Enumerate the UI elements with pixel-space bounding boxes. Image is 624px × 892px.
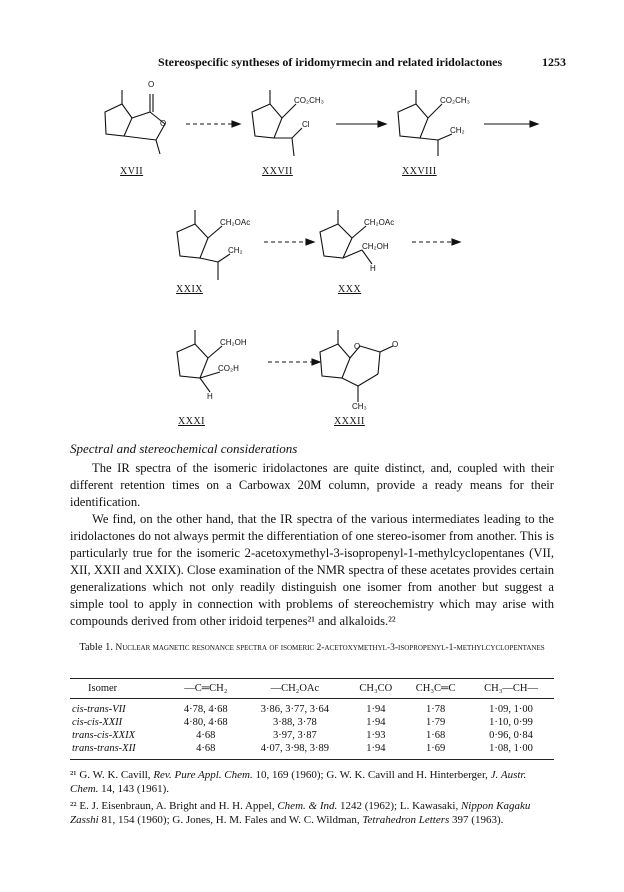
compound-label-xxviii: XXVIII bbox=[402, 166, 437, 177]
compound-label-xxxii: XXXII bbox=[334, 416, 365, 427]
table-cell: 1·94 bbox=[349, 742, 404, 760]
col-header-ch2oac: —CH₂OAc bbox=[241, 679, 348, 699]
table-label: Table 1. bbox=[79, 642, 113, 653]
compound-label-xxvii: XXVII bbox=[262, 166, 293, 177]
table-cell: 4·68 bbox=[196, 730, 216, 741]
table-cell: trans-trans-XII bbox=[70, 742, 170, 760]
label-carbonyl-o-b: O bbox=[392, 340, 399, 349]
arrow-6 bbox=[268, 359, 320, 365]
footnote-text: 10, 169 (1960); G. W. K. Cavill and H. Hinterberger, bbox=[252, 769, 491, 781]
label-co2ch3-a: CO₂CH₃ bbox=[294, 96, 324, 105]
paragraph-1 bbox=[70, 460, 554, 511]
footnote-21 bbox=[70, 768, 556, 796]
compound-label-xvii: XVII bbox=[120, 166, 144, 177]
table-cell: cis-trans-VII bbox=[72, 704, 126, 715]
table-cell: 1·08, 1·00 bbox=[468, 742, 554, 760]
table-row bbox=[70, 742, 554, 760]
label-ch2oh-b: CH₂OH bbox=[220, 338, 247, 347]
table-cell: trans-cis-XXIX bbox=[72, 730, 135, 741]
label-h-a: H bbox=[370, 264, 376, 273]
running-title: Stereospecific syntheses of iridomyrmecin and related iridolactones bbox=[158, 55, 503, 69]
table-cell: 4·07, 3·98, 3·89 bbox=[241, 742, 348, 760]
label-ch2-a: CH₂ bbox=[450, 126, 465, 135]
table-cell: 1·09, 1·00 bbox=[489, 704, 533, 715]
compound-label-xxx: XXX bbox=[338, 284, 362, 295]
paragraph-2 bbox=[70, 511, 554, 630]
col-header-isomer: Isomer bbox=[70, 679, 170, 699]
nmr-table bbox=[70, 678, 554, 760]
table-cell: 0·96, 0·84 bbox=[489, 730, 533, 741]
table-cell: 1·78 bbox=[426, 704, 446, 715]
arrow-1 bbox=[186, 121, 240, 127]
label-co2h: CO₂H bbox=[218, 364, 239, 373]
journal-title: Rev. Pure Appl. Chem. bbox=[153, 769, 253, 781]
table-cell: cis-cis-XXII bbox=[72, 717, 123, 728]
label-ch2oh-a: CH₂OH bbox=[362, 242, 389, 251]
scheme-drawing bbox=[0, 0, 624, 440]
table-cell: 1·10, 0·99 bbox=[489, 717, 533, 728]
structure-xvii bbox=[105, 90, 165, 154]
arrow-5 bbox=[412, 239, 460, 245]
table-row bbox=[70, 729, 554, 742]
footnote-text: G. W. K. Cavill, bbox=[76, 769, 154, 781]
table-cell: 1·68 bbox=[426, 730, 446, 741]
table-cell: 3·86, 3·77, 3·64 bbox=[260, 704, 329, 715]
compound-label-xxix: XXIX bbox=[176, 284, 203, 295]
label-ch3: CH₃ bbox=[352, 402, 367, 411]
table-cell: 4·78, 4·68 bbox=[183, 704, 228, 715]
table-header-row bbox=[70, 679, 554, 699]
journal-title: Nippon Kagaku Zasshi bbox=[70, 800, 531, 826]
table-cell: 4·80, 4·68 bbox=[183, 717, 228, 728]
table-cell: 1·93 bbox=[366, 730, 386, 741]
table-cell: 1·94 bbox=[366, 704, 386, 715]
label-h-b: H bbox=[207, 392, 213, 401]
footnote-text: 14, 143 (1961). bbox=[98, 783, 169, 795]
col-header-ch3cc: CH₃C═C bbox=[403, 679, 468, 699]
col-header-ch3co: CH₃CO bbox=[349, 679, 404, 699]
table-cell: 3·97, 3·87 bbox=[272, 730, 317, 741]
footnote-22 bbox=[70, 799, 556, 827]
table-row bbox=[70, 716, 554, 729]
table-cell: 1·94 bbox=[366, 717, 386, 728]
label-ch2oac-b: CH₂OAc bbox=[364, 218, 395, 227]
footnote-text: 81, 154 (1960); G. Jones, H. M. Fales and W. C. Wildman, bbox=[98, 814, 363, 826]
arrow-3 bbox=[484, 121, 538, 127]
arrow-2 bbox=[336, 121, 386, 127]
structure-xxxii bbox=[320, 330, 393, 402]
journal-title: Chem. & Ind. bbox=[277, 800, 338, 812]
footnote-marker: ²² bbox=[70, 800, 77, 812]
paragraph-1-text: The IR spectra of the isomeric iridolactones are quite distinct, and, coupled with their different retention times on a Carbowax 20M column, provide a ready means for their identification. bbox=[70, 461, 554, 509]
col-header-ch3ch: CH₃—CH— bbox=[468, 679, 554, 699]
journal-title: J. Austr. Chem. bbox=[70, 769, 527, 795]
label-ch2-b: CH₂ bbox=[228, 246, 243, 255]
footnote-marker: ²¹ bbox=[70, 769, 77, 781]
table-cell: 1·79 bbox=[426, 717, 446, 728]
label-carbonyl-o-a: O bbox=[148, 80, 155, 89]
section-heading: Spectral and stereochemical considerations bbox=[70, 441, 298, 456]
footnote-text: 397 (1963). bbox=[449, 814, 504, 826]
paragraph-2-text: We find, on the other hand, that the IR spectra of the various intermediates leading to the iridolactones do not always permit the differentiation of one stereo-isomer from another. This is particularly true for the isomeric 2-acetoxymethyl-3-isopropenyl-1-methylcyclopentanes (VII, XII, XXII and XXIX). Close examination of the NMR spectra of these acetates provides certain generalizations which not only readily distinguish one isomer from another but suggest a simple tool to apply in connection with problems of stereochemistry which may arise with compounds derived from other iridoid terpenes²¹ and alkaloids.²² bbox=[70, 512, 554, 628]
reaction-scheme bbox=[0, 0, 624, 440]
label-ring-o-b: O bbox=[354, 342, 361, 351]
compound-label-xxxi: XXXI bbox=[178, 416, 205, 427]
table-caption-text: Nuclear magnetic resonance spectra of isomeric 2-acetoxymethyl-3-isopropenyl-1-methylcyclopentanes bbox=[115, 643, 545, 653]
footnote-text: 1242 (1962); L. Kawasaki, bbox=[337, 800, 461, 812]
col-header-vinyl: —C═CH₂ bbox=[170, 679, 241, 699]
table-cell: 4·68 bbox=[170, 742, 241, 760]
label-ch2oac-a: CH₂OAc bbox=[220, 218, 251, 227]
journal-title: Tetrahedron Letters bbox=[362, 814, 450, 826]
label-ring-o-a: O bbox=[160, 119, 167, 128]
footnote-text: E. J. Eisenbraun, A. Bright and H. H. Appel, bbox=[76, 800, 278, 812]
arrow-4 bbox=[264, 239, 314, 245]
table-cell: 1·69 bbox=[403, 742, 468, 760]
table-row bbox=[70, 699, 554, 717]
label-cl: Cl bbox=[302, 120, 310, 129]
label-co2ch3-b: CO₂CH₃ bbox=[440, 96, 470, 105]
table-cell: 3·88, 3·78 bbox=[272, 717, 317, 728]
table-caption bbox=[66, 641, 558, 655]
structure-xxxi bbox=[177, 330, 222, 392]
page-number: 1253 bbox=[542, 55, 566, 69]
